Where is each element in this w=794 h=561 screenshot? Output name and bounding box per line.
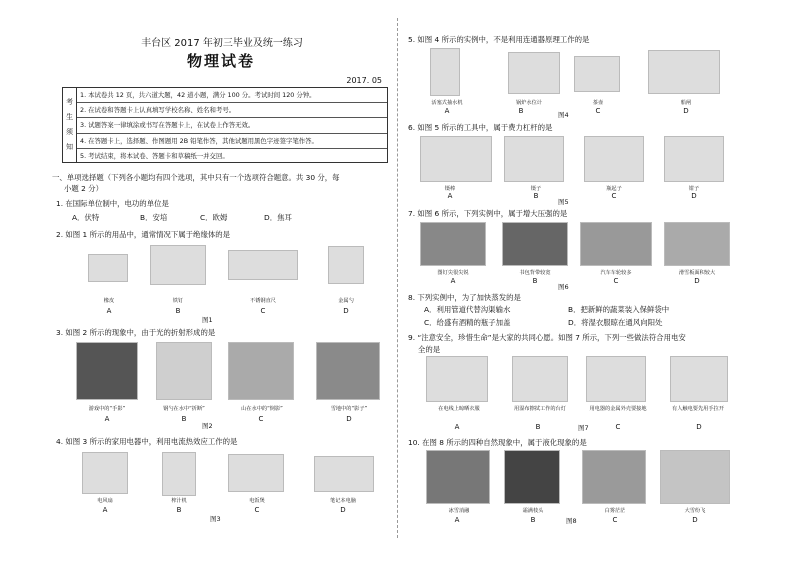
figure-4-label: 图4 <box>558 111 569 119</box>
section-heading: 一、单项选择题（下列各小题均有四个选项，其中只有一个选项符合题意。共 30 分，每 <box>52 173 340 182</box>
teapot-image <box>574 56 620 92</box>
question-10-stem: 10. 在图 8 所示的四种自然现象中，属于液化现象的是 <box>408 438 587 447</box>
juicer-image <box>162 452 196 496</box>
notice-row: 2. 在试卷和答题卡上认真填写学校名称、姓名和考号。 <box>77 103 387 118</box>
figure-7-label: 图7 <box>578 424 589 432</box>
candidate-notice-box <box>62 87 388 163</box>
question-3-stem: 3. 如图 2 所示的现象中，由于光的折射形成的是 <box>56 328 216 337</box>
electric-shock-image <box>670 356 728 402</box>
question-2-stem: 2. 如图 1 所示的用品中，通常情况下属于绝缘体的是 <box>56 230 231 239</box>
figure-8-label: 图8 <box>566 517 577 525</box>
column-divider <box>397 18 398 538</box>
figure-6-label: 图6 <box>558 283 569 291</box>
tweezers-image <box>504 136 564 182</box>
figure-5-label: 图5 <box>558 198 569 206</box>
snowfall-image <box>660 450 730 504</box>
figure-3-label: 图3 <box>210 515 221 523</box>
fog-image <box>582 450 646 504</box>
notice-row: 1. 本试卷共 12 页，共六道大题，42 道小题，满分 100 分。考试时间 120 分钟。 <box>77 88 387 103</box>
laptop-image <box>314 456 374 492</box>
backpack-image <box>502 222 568 266</box>
pump-image <box>430 48 460 96</box>
right-column: 5. 如图 4 所示的实例中，不是利用连通器原理工作的是 活塞式抽水机 锅炉水位计 茶壶 船闸 A B C D 图4 6. 如图 5 所示的工具中，属于费力杠杆的是 镊棒 镊子 瓶起子 钳子 A B C D 图5 7. 如图 6 所示，下列实例中，属于增大压强的是 图钉尖很尖锐 书包背带较宽 汽车车轮较多 滑雪板面积较大 A B C D 图6 8. 下列实例中，为了加快蒸发的是 A．利用管道代替沟渠输水 B．把新鲜的蔬菜装入保鲜袋中 C．给盛有酒精的瓶子加盖 D．将湿衣服晾在通风向阳处 9. “注意安全，珍惜生命”是大家的共同心愿。如图 7 所示，下列一些做法符合用电安 全的是 在电线上晾晒衣服 用湿布擦拭工作的台灯 用电器的金属外壳要接地 有人触电要先用手拉开 A B C D 图7 10. 在图 8 所示的四种自然现象中，属于液化现象的是 冰雪消融 霜满枝头 白雾茫茫 大雪纷飞 A B C D 图8 <box>408 0 744 561</box>
electric-fan-image <box>82 452 128 494</box>
section-heading-cont: 小题 2 分） <box>64 184 103 193</box>
hand-shadow-image <box>76 342 138 400</box>
melting-ice-image <box>426 450 490 504</box>
figure-2-label: 图2 <box>202 422 213 430</box>
question-5-stem: 5. 如图 4 所示的实例中，不是利用连通器原理工作的是 <box>408 35 590 44</box>
grounded-appliance-image <box>586 356 646 402</box>
question-9-stem: 9. “注意安全，珍惜生命”是大家的共同心愿。如图 7 所示，下列一些做法符合用电安 <box>408 333 686 342</box>
left-column: 丰台区 2017 年初三毕业及统一练习 物理试卷 2017. 05 考 生 须 知 1. 本试卷共 12 页，共六道大题，42 道小题，满分 100 分。考试时间 120 分钟。 2. 在试卷和答题卡上认真填写学校名称、姓名和考号。 3. 试题答案一律填涂或书写在答题卡上，在试卷上作答无效。 4. 在答题卡上，选择题、作图题用 2B 铅笔作答，其他试题用黑色字迹签字笔作答。 5. 考试结束，将本试卷、答题卡和草稿纸一并交回。 一、单项选择题（下列各小题均有四个选项，其中只有一个选项符合题意。共 30 分，每 小题 2 分） 1. 在国际单位制中，电功的单位是 A．伏特 B．安培 C．欧姆 D．焦耳 2. 如图 1 所示的用品中，通常情况下属于绝缘体的是 橡皮 铁钉 不锈钢直尺 金属勺 A B C D 图1 3. 如图 2 所示的现象中，由于光的折射形成的是 游戏中的“手影” 钢勺在水中“折断” 山在水中的“倒影” 雪地中的“影子” A B C D 图2 4. 如图 3 所示的家用电器中，利用电流热效应工作的是 电风扇 榨汁机 电饭煲 笔记本电脑 A B C D 图3 <box>52 0 390 561</box>
paper-title: 物理试卷 <box>186 52 255 70</box>
notice-label: 考 生 须 知 <box>63 88 77 162</box>
bottle-opener-image <box>584 136 644 182</box>
notice-row: 4. 在答题卡上，选择题、作图题用 2B 铅笔作答，其他试题用黑色字迹签字笔作答。 <box>77 134 387 149</box>
notice-row: 5. 考试结束，将本试卷、答题卡和草稿纸一并交回。 <box>80 151 229 160</box>
boiler-gauge-image <box>508 52 560 94</box>
skier-image <box>664 222 730 266</box>
mountain-reflection-image <box>228 342 294 400</box>
question-7-stem: 7. 如图 6 所示，下列实例中，属于增大压强的是 <box>408 209 568 218</box>
ship-lock-image <box>648 50 720 94</box>
question-6-stem: 6. 如图 5 所示的工具中，属于费力杠杆的是 <box>408 123 553 132</box>
desk-lamp-image <box>512 356 568 402</box>
steel-ruler-image <box>228 250 298 280</box>
pushpin-image <box>420 222 486 266</box>
eraser-image <box>88 254 128 282</box>
pliers-image <box>664 136 724 182</box>
nails-image <box>150 245 206 285</box>
lever-image <box>420 136 492 182</box>
question-4-stem: 4. 如图 3 所示的家用电器中，利用电流热效应工作的是 <box>56 437 238 446</box>
frost-image <box>504 450 560 504</box>
shadow-image <box>316 342 380 400</box>
figure-1-label: 图1 <box>202 316 213 324</box>
clothes-on-wire-image <box>426 356 488 402</box>
metal-spoon-image <box>328 246 364 284</box>
question-1-stem: 1. 在国际单位制中，电功的单位是 <box>56 199 169 208</box>
notice-row: 3. 试题答案一律填涂或书写在答题卡上，在试卷上作答无效。 <box>77 118 387 133</box>
truck-image <box>580 222 652 266</box>
exam-header-title: 丰台区 2017 年初三毕业及统一练习 <box>141 38 303 49</box>
spoon-in-water-image <box>156 342 212 400</box>
question-8-stem: 8. 下列实例中，为了加快蒸发的是 <box>408 293 521 302</box>
exam-date: 2017. 05 <box>346 76 382 85</box>
rice-cooker-image <box>228 454 284 492</box>
question-1-options: A．伏特 B．安培 C．欧姆 D．焦耳 <box>72 213 292 222</box>
